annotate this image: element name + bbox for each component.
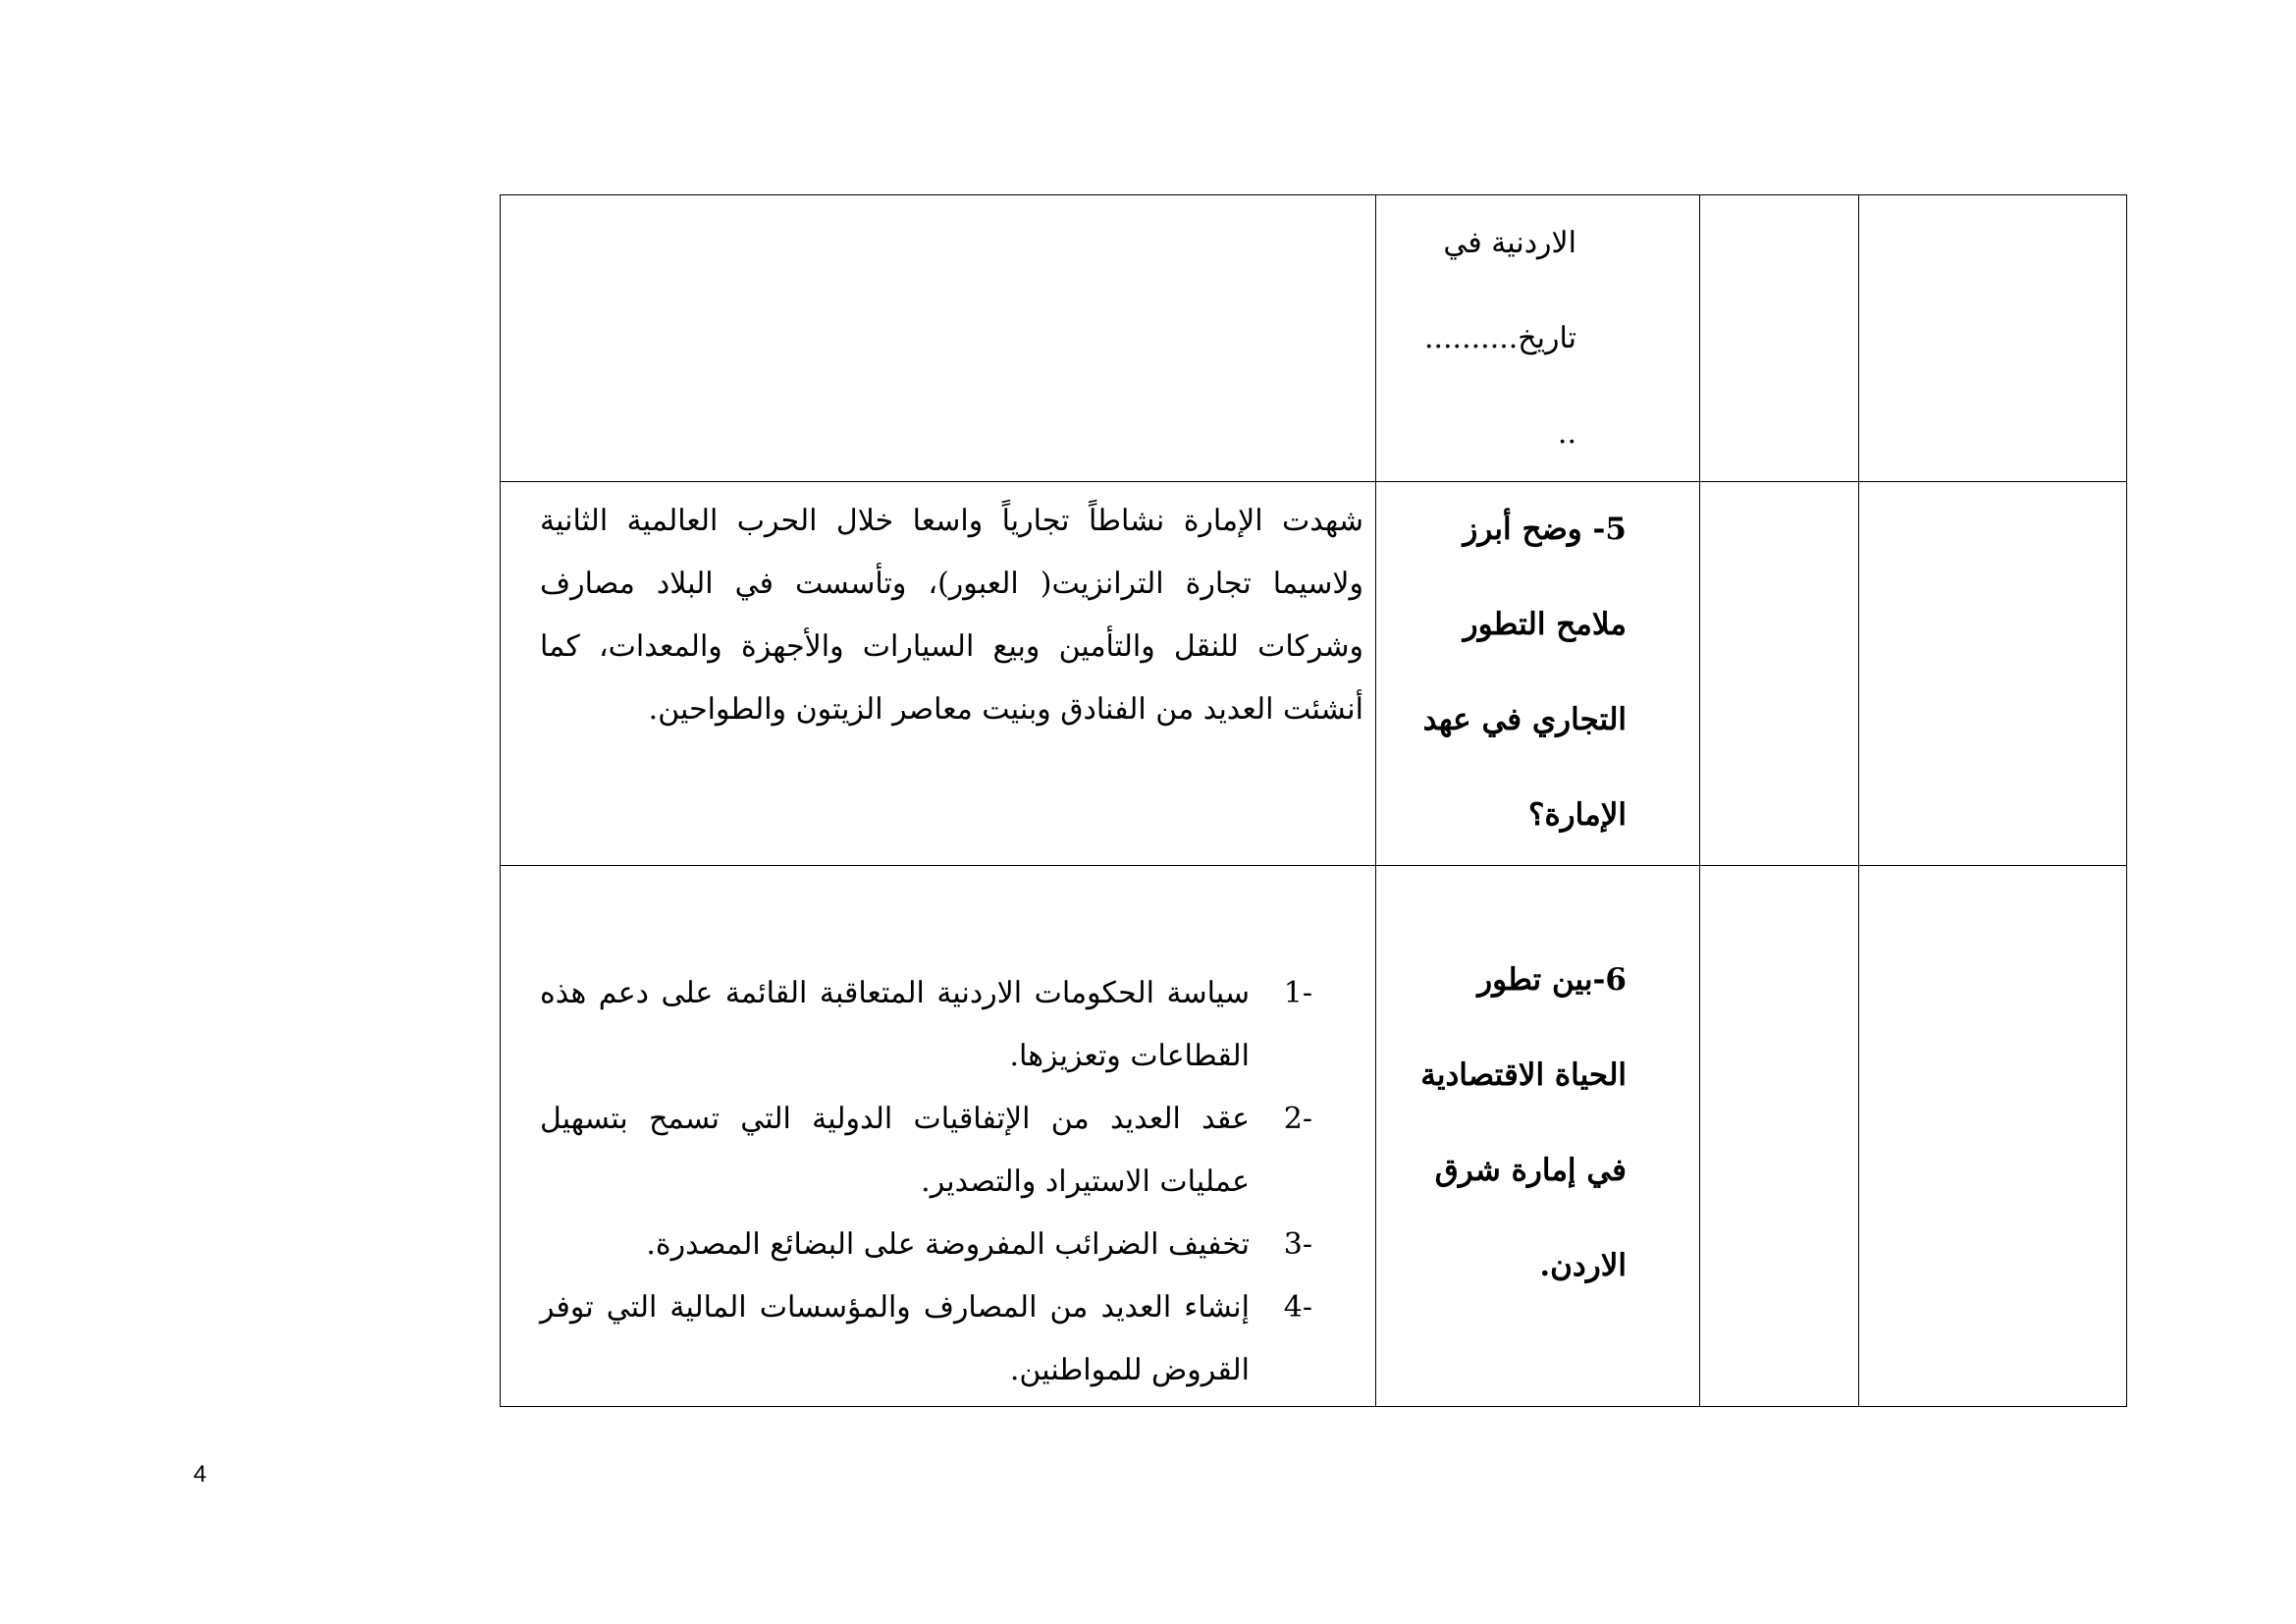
question-line: 5- وضح أبرز xyxy=(1463,512,1627,547)
question-line: في إمارة شرق xyxy=(1434,1153,1627,1188)
worksheet-table xyxy=(500,194,2127,1407)
empty-cell xyxy=(1700,482,1859,866)
list-text: سياسة الحكومات الاردنية المتعاقبة القائمة على دعم هذه القطاعات وتعزيزها. xyxy=(540,976,1250,1073)
table-row xyxy=(501,482,2127,866)
list-number: 3- xyxy=(1283,1227,1312,1262)
answer-text xyxy=(501,195,1375,203)
list-text: تخفيف الضرائب المفروضة على البضائع المصدرة. xyxy=(646,1227,1250,1262)
question-line: 6-بين تطور xyxy=(1477,962,1627,998)
question-line: تاريخ.......... xyxy=(1423,321,1576,355)
question-cell xyxy=(1376,195,1700,482)
table-row xyxy=(501,195,2127,482)
empty-cell xyxy=(1859,482,2127,866)
table-row xyxy=(501,866,2127,1407)
list-text: إنشاء العديد من المصارف والمؤسسات المالية التي توفر القروض للمواطنين. xyxy=(540,1290,1250,1387)
question-line: الاردنية في xyxy=(1443,226,1576,260)
empty-cell xyxy=(1700,195,1859,482)
answer-list xyxy=(540,962,1312,1402)
list-item xyxy=(540,1088,1312,1214)
page-number: 4 xyxy=(193,1461,207,1488)
list-item xyxy=(540,1276,1312,1402)
answer-cell xyxy=(501,195,1376,482)
empty-cell xyxy=(1859,866,2127,1407)
list-number: 2- xyxy=(1283,1102,1312,1136)
list-item xyxy=(540,1214,1312,1276)
question-line: الاردن. xyxy=(1539,1248,1627,1283)
list-item xyxy=(540,962,1312,1088)
empty-cell xyxy=(1700,866,1859,1407)
answer-text: شهدت الإمارة نشاطاً تجارياً واسعا خلال الحرب العالمية الثانية ولاسيما تجارة الترانزيت( العبور)، وتأسست في البلاد مصارف وشركات للنقل والتأمين وبيع السيارات والأجهزة والمعدات، كما أنشئت العديد من الفنادق وبنيت معاصر الزيتون والطواحين. xyxy=(540,504,1363,727)
empty-cell xyxy=(1859,195,2127,482)
question-line: التجاري في عهد xyxy=(1422,702,1627,737)
question-cell xyxy=(1376,482,1700,866)
question-line: الحياة الاقتصادية xyxy=(1420,1057,1627,1093)
question-line: ملامح التطور xyxy=(1463,607,1627,642)
answer-cell xyxy=(501,866,1376,1407)
question-line: الإمارة؟ xyxy=(1527,797,1627,833)
list-number: 4- xyxy=(1283,1290,1312,1325)
question-cell xyxy=(1376,866,1700,1407)
list-text: عقد العديد من الإتفاقيات الدولية التي تسمح بتسهيل عمليات الاستيراد والتصدير. xyxy=(540,1102,1250,1199)
answer-cell xyxy=(501,482,1376,866)
list-number: 1- xyxy=(1283,976,1312,1010)
question-line: .. xyxy=(1557,416,1576,451)
